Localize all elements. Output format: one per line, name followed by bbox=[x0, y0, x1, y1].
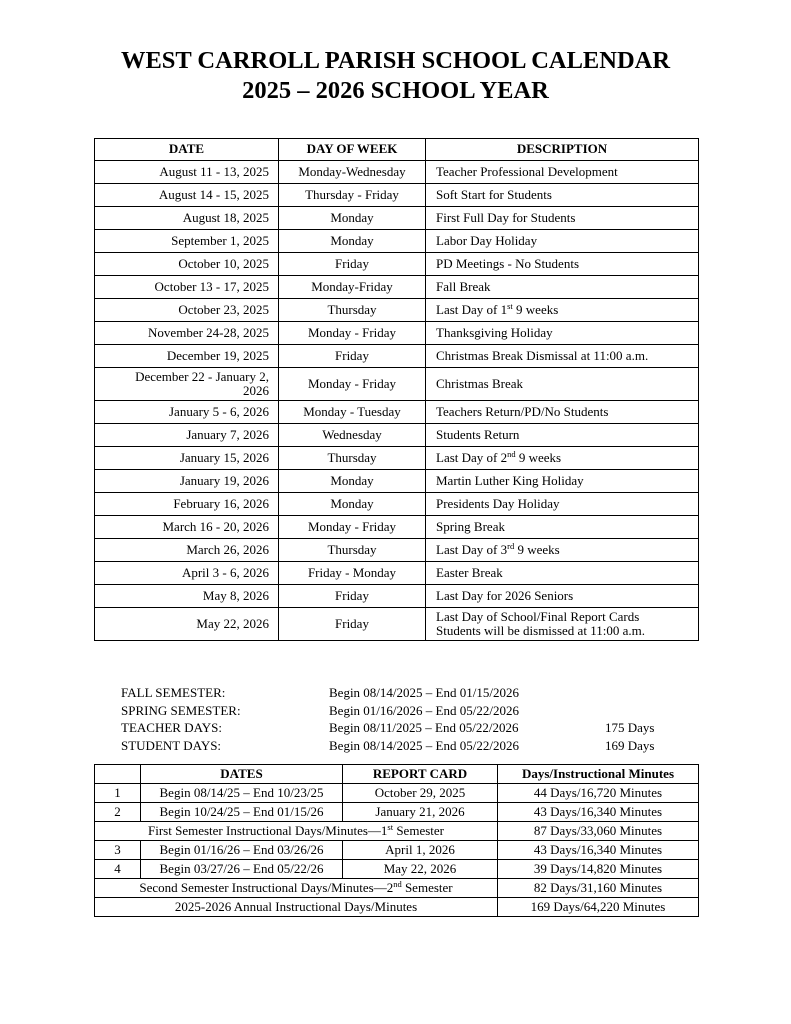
day-cell: Monday - Friday bbox=[279, 322, 426, 345]
table-row bbox=[95, 424, 699, 447]
day-cell: Monday bbox=[279, 493, 426, 516]
semester-range: Begin 08/14/2025 – End 01/15/2026 bbox=[329, 685, 519, 700]
ordinal-suffix: st bbox=[507, 300, 513, 311]
semester-count: 169 Days bbox=[605, 737, 655, 753]
description-line-2: Students will be dismissed at 11:00 a.m. bbox=[436, 623, 645, 638]
description-text: Last Day of 3 bbox=[436, 541, 508, 557]
table-row bbox=[95, 322, 699, 345]
semester-total-text: Semester bbox=[393, 822, 444, 838]
day-cell: Friday - Monday bbox=[279, 562, 426, 585]
day-cell: Monday-Wednesday bbox=[279, 161, 426, 184]
table-row bbox=[95, 345, 699, 368]
date-cell: October 13 - 17, 2025 bbox=[95, 276, 279, 299]
report-card-date: January 21, 2026 bbox=[343, 803, 498, 822]
semester-count: 175 Days bbox=[605, 720, 655, 735]
semester-total-row bbox=[95, 879, 699, 898]
title-line-2: 2025 – 2026 SCHOOL YEAR bbox=[242, 77, 549, 104]
date-cell: August 18, 2025 bbox=[95, 207, 279, 230]
day-cell: Thursday bbox=[279, 299, 426, 322]
day-cell: Thursday bbox=[279, 447, 426, 470]
description-cell bbox=[426, 299, 699, 322]
period-number: 2 bbox=[95, 803, 141, 822]
day-cell: Monday - Tuesday bbox=[279, 401, 426, 424]
table-row bbox=[95, 608, 699, 641]
day-cell: Monday-Friday bbox=[279, 276, 426, 299]
date-cell: March 16 - 20, 2026 bbox=[95, 516, 279, 539]
day-cell: Thursday bbox=[279, 539, 426, 562]
semester-range: Begin 01/16/2026 – End 05/22/2026 bbox=[329, 702, 519, 718]
description-cell: Soft Start for Students bbox=[426, 184, 699, 207]
description-line-1: Last Day of School/Final Report Cards bbox=[436, 608, 640, 624]
semester-range: Begin 08/14/2025 – End 05/22/2026 bbox=[329, 737, 519, 753]
table-row bbox=[95, 161, 699, 184]
date-cell: September 1, 2025 bbox=[95, 230, 279, 253]
day-cell: Friday bbox=[279, 608, 426, 641]
date-cell: October 10, 2025 bbox=[95, 253, 279, 276]
description-cell: PD Meetings - No Students bbox=[426, 253, 699, 276]
instructional-minutes: 39 Days/14,820 Minutes bbox=[498, 860, 699, 879]
column-header-description: DESCRIPTION bbox=[426, 139, 699, 161]
semester-label: TEACHER DAYS: bbox=[121, 720, 223, 735]
instructional-minutes: 87 Days/33,060 Minutes bbox=[498, 822, 699, 841]
date-cell: February 16, 2026 bbox=[95, 493, 279, 516]
description-cell: Thanksgiving Holiday bbox=[426, 322, 699, 345]
instructional-minutes: 44 Days/16,720 Minutes bbox=[498, 784, 699, 803]
period-dates: Begin 01/16/26 – End 03/26/26 bbox=[141, 841, 343, 860]
period-dates: Begin 10/24/25 – End 01/15/26 bbox=[141, 803, 343, 822]
period-dates: Begin 08/14/25 – End 10/23/25 bbox=[141, 784, 343, 803]
semester-row bbox=[121, 719, 681, 737]
table-row bbox=[95, 230, 699, 253]
table-row bbox=[95, 516, 699, 539]
day-cell: Monday bbox=[279, 207, 426, 230]
table-row bbox=[95, 184, 699, 207]
semester-label: FALL SEMESTER: bbox=[121, 685, 226, 700]
semester-summary bbox=[121, 684, 681, 754]
calendar-header-row bbox=[95, 139, 699, 161]
table-row bbox=[95, 368, 699, 401]
report-card-date: April 1, 2026 bbox=[343, 841, 498, 860]
column-header-day: DAY OF WEEK bbox=[279, 139, 426, 161]
report-card-date: October 29, 2025 bbox=[343, 784, 498, 803]
day-cell: Friday bbox=[279, 253, 426, 276]
semester-total-text: Semester bbox=[401, 879, 453, 895]
description-cell bbox=[426, 608, 699, 641]
semester-row bbox=[121, 684, 681, 702]
table-row bbox=[95, 539, 699, 562]
report-card-table bbox=[94, 764, 699, 917]
description-cell: Students Return bbox=[426, 424, 699, 447]
period-number: 3 bbox=[95, 841, 141, 860]
description-cell: Martin Luther King Holiday bbox=[426, 470, 699, 493]
description-cell bbox=[426, 447, 699, 470]
description-cell bbox=[426, 539, 699, 562]
table-row bbox=[95, 207, 699, 230]
table-row bbox=[95, 276, 699, 299]
day-cell: Monday - Friday bbox=[279, 516, 426, 539]
description-text: Last Day of 1 bbox=[436, 301, 508, 317]
column-header-number bbox=[95, 765, 141, 784]
semester-row bbox=[121, 737, 681, 755]
calendar-table bbox=[94, 138, 699, 641]
description-cell: First Full Day for Students bbox=[426, 207, 699, 230]
table-row bbox=[95, 585, 699, 608]
semester-total-label bbox=[95, 879, 498, 898]
date-line-1: December 22 - January 2, bbox=[135, 368, 269, 384]
date-cell bbox=[95, 368, 279, 401]
description-text: Last Day of 2 bbox=[436, 449, 508, 465]
table-row bbox=[95, 860, 699, 879]
table-row bbox=[95, 841, 699, 860]
report-card-date: May 22, 2026 bbox=[343, 860, 498, 879]
table-row bbox=[95, 253, 699, 276]
period-dates: Begin 03/27/26 – End 05/22/26 bbox=[141, 860, 343, 879]
description-cell: Teachers Return/PD/No Students bbox=[426, 401, 699, 424]
description-cell: Teacher Professional Development bbox=[426, 161, 699, 184]
column-header-minutes: Days/Instructional Minutes bbox=[498, 765, 699, 784]
annual-total-row bbox=[95, 898, 699, 917]
description-cell: Labor Day Holiday bbox=[426, 230, 699, 253]
date-cell: August 11 - 13, 2025 bbox=[95, 161, 279, 184]
description-cell: Last Day for 2026 Seniors bbox=[426, 585, 699, 608]
instructional-minutes: 82 Days/31,160 Minutes bbox=[498, 879, 699, 898]
semester-row bbox=[121, 702, 681, 720]
semester-label: SPRING SEMESTER: bbox=[121, 702, 241, 718]
date-cell: December 19, 2025 bbox=[95, 345, 279, 368]
description-text: 9 weeks bbox=[512, 301, 559, 317]
semester-total-label bbox=[95, 822, 498, 841]
date-line-2: 2026 bbox=[243, 383, 269, 398]
date-cell: November 24-28, 2025 bbox=[95, 322, 279, 345]
table-row bbox=[95, 562, 699, 585]
ordinal-suffix: st bbox=[387, 821, 394, 832]
annual-total-label: 2025-2026 Annual Instructional Days/Minutes bbox=[95, 898, 498, 917]
date-cell: August 14 - 15, 2025 bbox=[95, 184, 279, 207]
description-cell: Presidents Day Holiday bbox=[426, 493, 699, 516]
table-row bbox=[95, 401, 699, 424]
semester-total-row bbox=[95, 822, 699, 841]
day-cell: Friday bbox=[279, 345, 426, 368]
instructional-minutes: 43 Days/16,340 Minutes bbox=[498, 841, 699, 860]
day-cell: Friday bbox=[279, 585, 426, 608]
date-cell: May 22, 2026 bbox=[95, 608, 279, 641]
date-cell: April 3 - 6, 2026 bbox=[95, 562, 279, 585]
date-cell: January 5 - 6, 2026 bbox=[95, 401, 279, 424]
report-header-row bbox=[95, 765, 699, 784]
ordinal-suffix: nd bbox=[507, 448, 516, 459]
semester-range: Begin 08/11/2025 – End 05/22/2026 bbox=[329, 720, 519, 735]
day-cell: Monday bbox=[279, 230, 426, 253]
table-row bbox=[95, 470, 699, 493]
period-number: 1 bbox=[95, 784, 141, 803]
title-line-1: WEST CARROLL PARISH SCHOOL CALENDAR bbox=[120, 47, 671, 74]
date-cell: January 7, 2026 bbox=[95, 424, 279, 447]
ordinal-suffix: nd bbox=[393, 878, 402, 889]
day-cell: Monday bbox=[279, 470, 426, 493]
description-text: 9 weeks bbox=[514, 541, 560, 557]
ordinal-suffix: rd bbox=[507, 540, 515, 551]
table-row bbox=[95, 447, 699, 470]
column-header-dates: DATES bbox=[141, 765, 343, 784]
date-cell: October 23, 2025 bbox=[95, 299, 279, 322]
day-cell: Monday - Friday bbox=[279, 368, 426, 401]
table-row bbox=[95, 784, 699, 803]
page-title bbox=[0, 46, 791, 106]
semester-total-text: First Semester Instructional Days/Minutes—1 bbox=[148, 822, 388, 838]
instructional-minutes: 169 Days/64,220 Minutes bbox=[498, 898, 699, 917]
table-row bbox=[95, 493, 699, 516]
day-cell: Wednesday bbox=[279, 424, 426, 447]
table-row bbox=[95, 299, 699, 322]
date-cell: January 15, 2026 bbox=[95, 447, 279, 470]
table-row bbox=[95, 803, 699, 822]
date-cell: January 19, 2026 bbox=[95, 470, 279, 493]
description-cell: Christmas Break bbox=[426, 368, 699, 401]
description-text: 9 weeks bbox=[515, 449, 562, 465]
column-header-report-card: REPORT CARD bbox=[343, 765, 498, 784]
column-header-date: DATE bbox=[95, 139, 279, 161]
day-cell: Thursday - Friday bbox=[279, 184, 426, 207]
semester-total-text: Second Semester Instructional Days/Minutes—2 bbox=[139, 879, 394, 895]
period-number: 4 bbox=[95, 860, 141, 879]
description-cell: Easter Break bbox=[426, 562, 699, 585]
description-cell: Spring Break bbox=[426, 516, 699, 539]
semester-label: STUDENT DAYS: bbox=[121, 737, 222, 753]
date-cell: May 8, 2026 bbox=[95, 585, 279, 608]
date-cell: March 26, 2026 bbox=[95, 539, 279, 562]
instructional-minutes: 43 Days/16,340 Minutes bbox=[498, 803, 699, 822]
description-cell: Fall Break bbox=[426, 276, 699, 299]
description-cell: Christmas Break Dismissal at 11:00 a.m. bbox=[426, 345, 699, 368]
